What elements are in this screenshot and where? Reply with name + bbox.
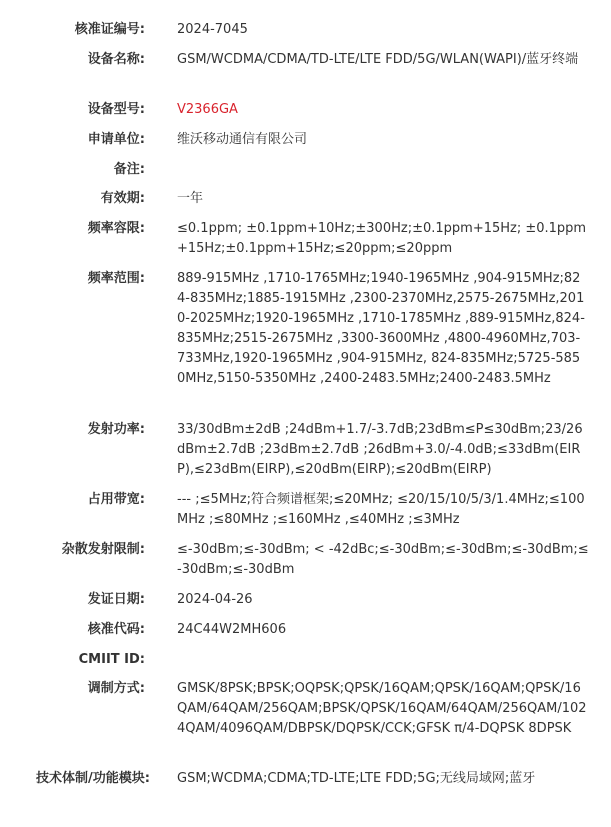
field-applicant: [0, 130, 589, 150]
field-label: 有效期:: [100, 191, 145, 206]
field-label: 频率容限:: [87, 221, 145, 236]
field-value: 24C44W2MH606: [177, 622, 287, 637]
field-label: 调制方式:: [87, 681, 145, 696]
field-value: GSM;WCDMA;CDMA;TD-LTE;LTE FDD;5G;无线局域网;蓝牙: [177, 771, 536, 786]
field-value: 33/30dBm±2dB ;24dBm+1.7/-3.7dB;23dBm≤P≤30dBm;23/26dBm±2.7dB ;23dBm±2.7dB ;26dBm+3.0/-4.0dB;≤33dBm(EIRP),≤23dBm(EIRP),≤20dBm(EIRP);≤20dBm(EIRP): [177, 422, 583, 477]
field-value: ≤0.1ppm; ±0.1ppm+10Hz;±300Hz;±0.1ppm+15Hz; ±0.1ppm+15Hz;±0.1ppm+15Hz;≤20ppm;≤20ppm: [177, 221, 587, 256]
field-label: 核准证编号:: [74, 22, 145, 37]
field-frequency-tolerance: [0, 219, 589, 259]
field-label: 备注:: [113, 162, 145, 177]
field-value: 一年: [177, 191, 204, 206]
field-label: 技术体制/功能模块:: [36, 771, 150, 786]
field-issue-date: [0, 590, 589, 610]
field-modulation: [0, 679, 591, 739]
field-label: 发证日期:: [87, 592, 145, 607]
field-label: 申请单位:: [87, 132, 145, 147]
field-frequency-range: [0, 269, 587, 389]
field-label: 杂散发射限制:: [61, 542, 145, 557]
field-validity: [0, 189, 589, 209]
field-device-name: [0, 50, 593, 70]
field-value: 2024-7045: [177, 22, 248, 37]
field-technology-modules: [0, 769, 589, 789]
field-value: 2024-04-26: [177, 592, 253, 607]
field-approval-code: [0, 620, 589, 640]
field-cmiit-id: [0, 650, 589, 670]
field-spurious-emission: [0, 540, 591, 580]
field-remarks: [0, 160, 589, 180]
field-label: CMIIT ID:: [78, 652, 145, 667]
field-transmit-power: [0, 420, 589, 480]
field-label: 核准代码:: [87, 622, 145, 637]
field-value: 维沃移动通信有限公司: [177, 132, 308, 147]
field-device-model: [0, 100, 589, 120]
field-label: 频率范围:: [87, 271, 145, 286]
field-value: 889-915MHz ,1710-1765MHz;1940-1965MHz ,904-915MHz;824-835MHz;1885-1915MHz ,2300-2370MHz,2575-2675MHz,2010-2025MHz;1920-1965MHz ,1710-1785MHz ,889-915MHz,824-835MHz;2515-2675MHz ,3300-3600MHz ,4800-4960MHz,703-733MHz,1920-1965MHz ,904-915MHz, 824-835MHz;5725-5850MHz,5150-5350MHz ,2400-2483.5MHz;2400-2483.5MHz: [177, 271, 585, 386]
device-model-value: V2366GA: [177, 102, 238, 117]
field-label: 发射功率:: [87, 422, 145, 437]
field-label: 设备名称:: [87, 52, 145, 67]
field-value: --- ;≤5MHz;符合频谱框架;≤20MHz; ≤20/15/10/5/3/1.4MHz;≤100MHz ;≤80MHz ;≤160MHz ,≤40MHz ;≤3MHz: [177, 492, 585, 527]
field-label: 占用带宽:: [87, 492, 145, 507]
field-value: GSM/WCDMA/CDMA/TD-LTE/LTE FDD/5G/WLAN(WAPI)/蓝牙终端: [177, 52, 579, 67]
field-approval-number: [0, 20, 589, 40]
field-value: ≤-30dBm;≤-30dBm; < -42dBc;≤-30dBm;≤-30dBm;≤-30dBm;≤-30dBm;≤-30dBm: [177, 542, 589, 577]
field-label: 设备型号:: [87, 102, 145, 117]
field-value: GMSK/8PSK;BPSK;OQPSK;QPSK/16QAM;QPSK/16QAM;QPSK/16QAM/64QAM/256QAM;BPSK/QPSK/16QAM/64QAM/256QAM/1024QAM/4096QAM/DBPSK/DQPSK/CCK;GFSK π/4-DQPSK 8DPSK: [177, 681, 587, 736]
field-occupied-bandwidth: [0, 490, 591, 530]
